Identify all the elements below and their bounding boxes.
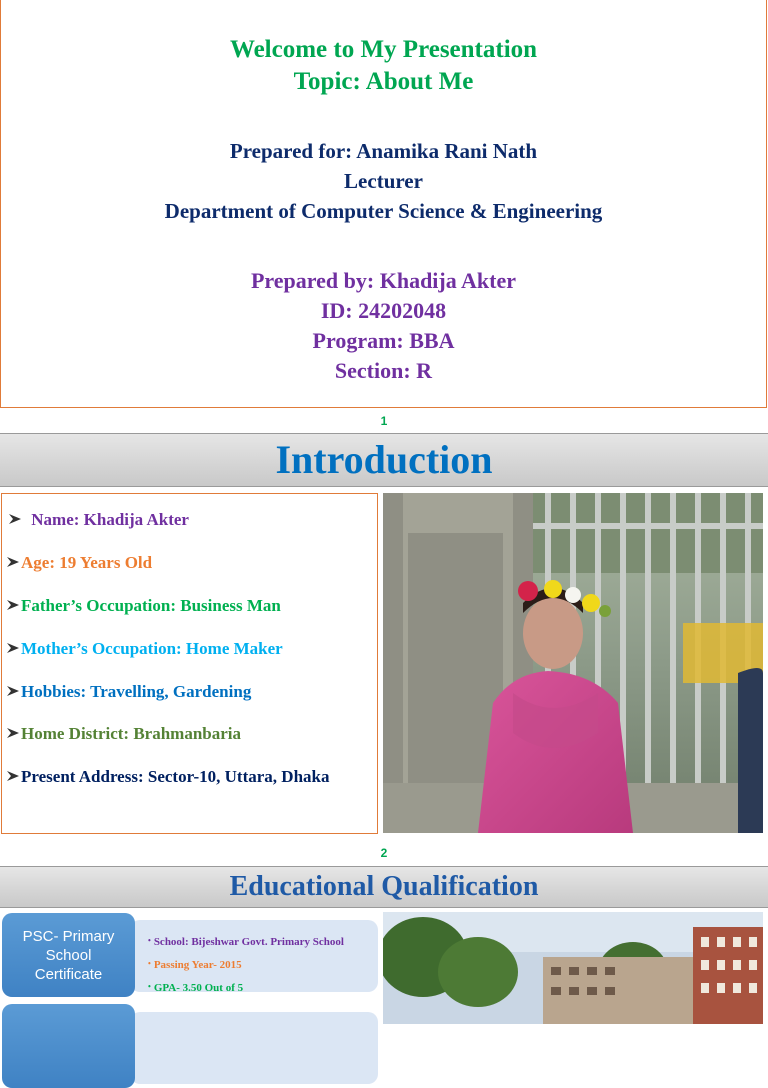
designation: Lecturer — [344, 169, 423, 193]
detail-line: • Passing Year- 2015 — [148, 959, 242, 971]
student-id: ID: 24202048 — [320, 298, 447, 323]
info-item: Age: 19 Years Old — [6, 553, 152, 573]
bullet-icon: • — [148, 959, 151, 968]
profile-photo — [383, 493, 763, 833]
info-item: Father’s Occupation: Business Man — [6, 596, 281, 616]
arrow-bullet-icon — [6, 554, 20, 568]
page-number: 2 — [380, 846, 388, 860]
info-item: Present Address: Sector-10, Uttara, Dhaka — [6, 767, 329, 787]
topic-heading: Topic: About Me — [293, 68, 474, 95]
arrow-bullet-icon — [6, 683, 20, 697]
psc-label: PSC- Primary School Certificate — [2, 913, 135, 997]
next-entry-details — [130, 1012, 378, 1084]
page-number: 1 — [380, 414, 388, 428]
introduction-title: Introduction — [0, 433, 768, 487]
info-item: Home District: Brahmanbaria — [6, 724, 241, 744]
arrow-bullet-icon — [6, 768, 20, 782]
education-title: Educational Qualification — [0, 866, 768, 908]
bullet-icon: • — [148, 982, 151, 991]
arrow-bullet-icon — [6, 640, 20, 654]
prepared-for: Prepared for: Anamika Rani Nath — [229, 139, 538, 163]
info-item: Mother’s Occupation: Home Maker — [6, 639, 283, 659]
detail-line: • School: Bijeshwar Govt. Primary School — [148, 936, 344, 948]
prepared-by: Prepared by: Khadija Akter — [250, 268, 517, 293]
arrow-bullet-icon — [6, 597, 20, 611]
next-entry-label — [2, 1004, 135, 1088]
section: Section: R — [334, 358, 433, 383]
psc-details — [130, 920, 378, 992]
info-item: Name: Khadija Akter — [8, 510, 189, 530]
personal-info-box — [1, 493, 378, 834]
program: Program: BBA — [312, 328, 455, 353]
school-photo — [383, 912, 763, 1024]
department: Department of Computer Science & Engineering — [164, 199, 603, 223]
welcome-heading: Welcome to My Presentation — [229, 36, 538, 63]
arrow-bullet-icon — [6, 725, 20, 739]
info-item: Hobbies: Travelling, Gardening — [6, 682, 251, 702]
arrow-bullet-icon — [8, 511, 22, 525]
detail-line: • GPA- 3.50 Out of 5 — [148, 982, 244, 994]
bullet-icon: • — [148, 936, 151, 945]
title-slide — [0, 0, 767, 408]
